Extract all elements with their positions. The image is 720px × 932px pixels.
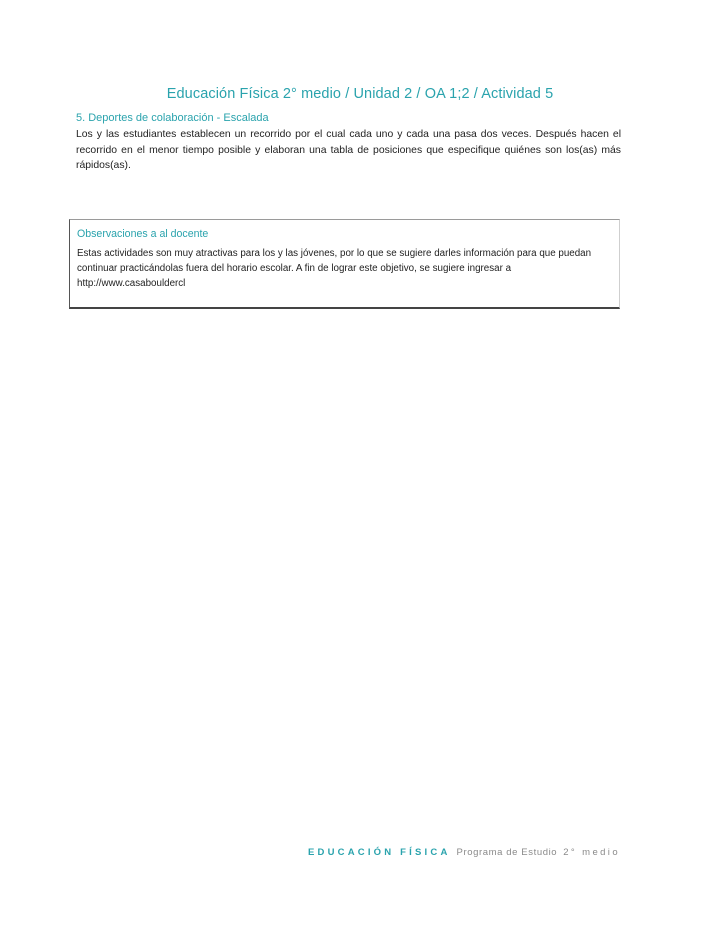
observations-heading: Observaciones a al docente bbox=[77, 228, 209, 240]
footer-program: Programa de Estudio bbox=[456, 846, 558, 858]
page-footer bbox=[308, 845, 620, 859]
page-title: Educación Física 2° medio / Unidad 2 / OA 1;2 / Actividad 5 bbox=[166, 86, 554, 102]
teacher-observations-box bbox=[69, 219, 620, 309]
footer-grade: 2° medio bbox=[563, 846, 620, 858]
observations-text: Estas actividades son muy atractivas para los y las jóvenes, por lo que se sugiere darles información para que puedan continuar practicándolas fuera del horario escolar. A fin de lograr este objetivo, se sugiere ingresar a http://www.casabouldercl bbox=[77, 248, 592, 290]
footer-subject: EDUCACIÓN FÍSICA bbox=[308, 846, 451, 858]
activity-heading: 5. Deportes de colaboración - Escalada bbox=[76, 112, 269, 124]
activity-section bbox=[76, 111, 621, 174]
activity-description: Los y las estudiantes establecen un recorrido por el cual cada uno y cada una pasa dos veces. Después hacen el recorrido en el menor tiempo posible y elaboran una tabla de posiciones que especifique quiénes son los(as) más rápidos(as). bbox=[76, 129, 621, 172]
